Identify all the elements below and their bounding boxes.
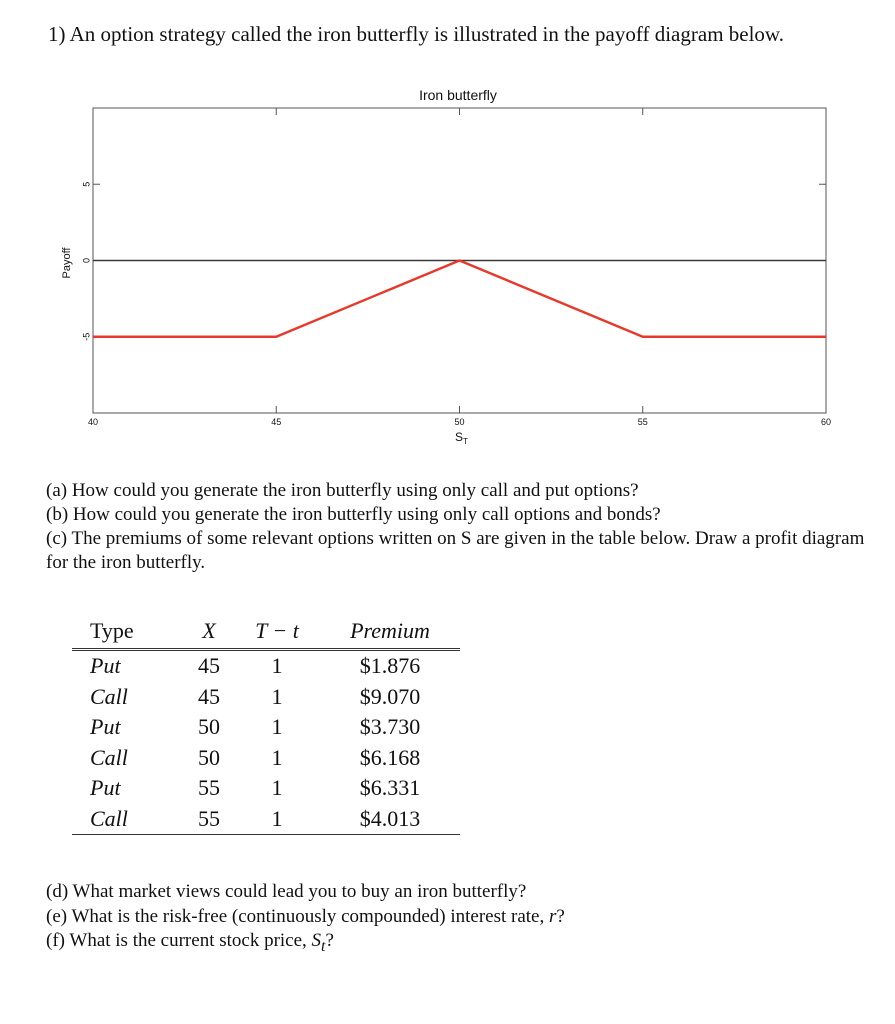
cell-time: 1 [271, 805, 283, 831]
header-type: Type [90, 618, 134, 643]
x-tick-label: 50 [454, 417, 465, 427]
header-strike: X [202, 618, 216, 643]
cell-premium: $6.331 [359, 775, 421, 801]
question-intro: 1) An option strategy called the iron butterfly is illustrated in the payoff diagram below. [48, 22, 784, 46]
stock-variable-subscript: t [321, 937, 326, 955]
cell-type: Put [90, 714, 121, 740]
cell-type: Call [90, 805, 128, 831]
x-tick-label: 60 [820, 417, 832, 427]
y-tick-label: 5 [81, 181, 92, 187]
cell-time: 1 [271, 653, 283, 679]
question-c: (c) The premiums of some relevant options written on S are given in the table below. Draw a profit diagram for the iron butterfly. [46, 528, 865, 573]
cell-time: 1 [271, 775, 283, 801]
question-e-end: ? [556, 905, 565, 927]
cell-strike: 45 [198, 653, 220, 679]
cell-premium: $4.013 [359, 805, 421, 831]
table-row [72, 650, 460, 682]
questions-a-c [46, 479, 866, 575]
cell-premium: $3.730 [359, 714, 421, 740]
y-tick-label: -5 [81, 332, 92, 341]
question-f [46, 929, 565, 959]
question-f-end: ? [325, 930, 334, 951]
cell-type: Put [90, 653, 121, 679]
question-d: (d) What market views could lead you to buy an iron butterfly? [46, 881, 527, 902]
y-axis-label: Payoff [61, 247, 73, 279]
question-e-text: (e) What is the risk-free (continuously compounded) interest rate, [46, 905, 549, 927]
cell-strike: 55 [198, 775, 220, 801]
rate-variable: r [548, 905, 557, 927]
y-tick-label: 0 [81, 257, 92, 264]
cell-strike: 55 [198, 805, 220, 831]
chart-title: Iron butterfly [419, 87, 497, 103]
header-premium: Premium [350, 618, 430, 643]
payoff-chart [0, 0, 895, 470]
table-row [72, 804, 460, 835]
x-axis-label: $S_T$ [455, 430, 468, 446]
question-a: (a) How could you generate the iron butterfly using only call and put options? [46, 480, 639, 501]
table-row [72, 773, 460, 804]
cell-time: 1 [271, 683, 283, 709]
table-header-row [72, 614, 460, 650]
cell-time: 1 [271, 744, 283, 770]
cell-premium: $9.070 [359, 683, 421, 709]
table-row [72, 712, 460, 743]
cell-premium: $6.168 [359, 744, 421, 770]
cell-type: Call [90, 744, 128, 770]
x-axis-label-subscript: T [463, 437, 468, 446]
question-f-text: (f) What is the current stock price, [46, 930, 312, 951]
x-tick-label: 40 [87, 417, 99, 427]
cell-type: Put [90, 775, 121, 801]
premium-table [72, 614, 460, 835]
cell-strike: 50 [198, 744, 220, 770]
cell-strike: 45 [198, 683, 220, 709]
cell-strike: 50 [198, 714, 220, 740]
table-row [72, 682, 460, 713]
question-e [46, 905, 565, 930]
cell-time: 1 [271, 714, 283, 740]
cell-premium: $1.876 [359, 653, 421, 679]
header-time: T − t [255, 618, 299, 643]
cell-type: Call [90, 683, 128, 709]
x-tick-label: 55 [637, 417, 648, 427]
questions-d-f [46, 880, 565, 959]
x-tick-label: 45 [271, 417, 282, 427]
table-row [72, 743, 460, 774]
stock-variable: S [311, 930, 322, 951]
question-b: (b) How could you generate the iron butterfly using only call options and bonds? [46, 504, 661, 525]
